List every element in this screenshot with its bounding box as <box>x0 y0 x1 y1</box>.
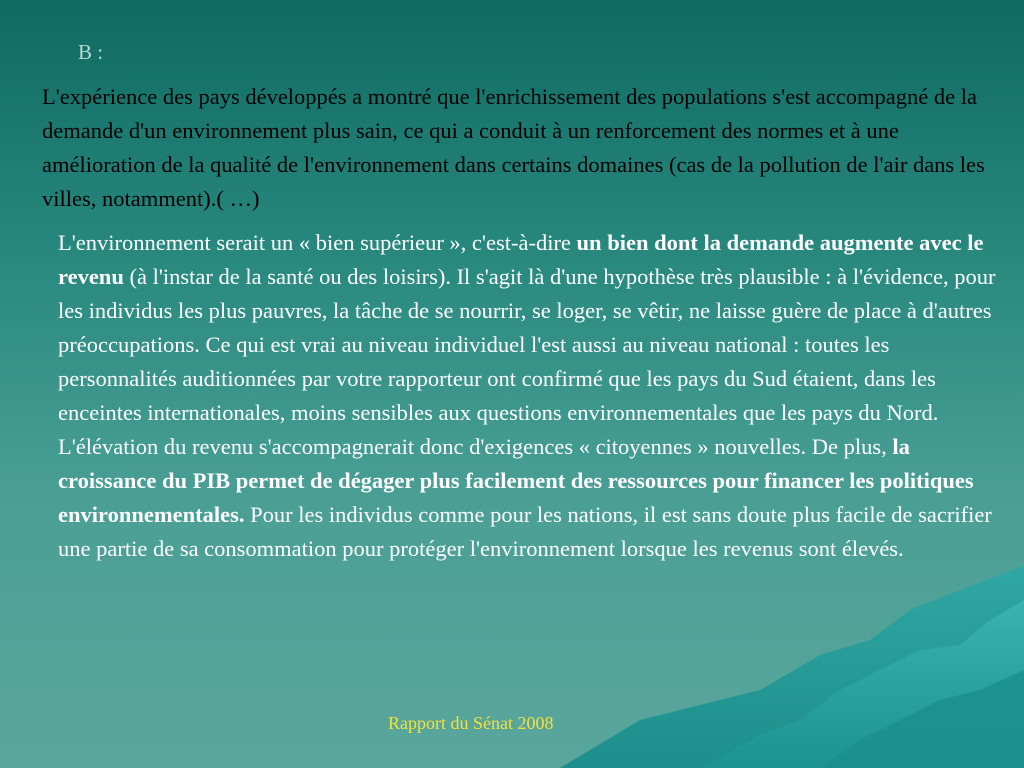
paragraph1-text-b: (à l'instar de la santé ou des loisirs). Il s'agit là d'une hypothèse très plausible : à l'évidence, pour les individus les plus pauvres, la tâche de se nourrir, se loger, se vêtir, ne laisse guère de place à d'autres préoccupations. Ce qui est vrai au niveau individuel l'est aussi au niveau national : toutes les personnalités auditionnées par votre rapporteur ont confirmé que les pays du Sud étaient, dans les enceintes internationales, moins sensibles aux questions environnementales que les pays du Nord. <box>58 264 996 425</box>
paragraph1-emphasis: un bien dont la demande augmente avec le revenu <box>58 230 984 289</box>
paragraph2-text-b: Pour les individus comme pour les nations, il est sans doute plus facile de sacrifier une partie de sa consommation pour protéger l'environnement lorsque les revenus sont élevés. <box>58 502 992 561</box>
slide-heading: B : <box>78 40 104 64</box>
intro-paragraph: L'expérience des pays développés a montré que l'enrichissement des populations s'est accompagné de la demande d'un environnement plus sain, ce qui a conduit à un renforcement des normes et à une amélioration de la qualité de l'environnement dans certains domaines (cas de la pollution de l'air dans les villes, notamment).( …) <box>42 84 985 211</box>
paragraph-superior-good <box>58 226 1003 430</box>
paragraph2-text-a: L'élévation du revenu s'accompagnerait donc d'exigences « citoyennes » nouvelles. De plus, <box>58 434 893 459</box>
source-citation: Rapport du Sénat 2008 <box>388 713 554 733</box>
paragraph2-emphasis: la croissance du PIB permet de dégager plus facilement des ressources pour financer les politiques environnementales. <box>58 434 974 527</box>
quote-body <box>58 226 1003 566</box>
paragraph-income-growth <box>58 430 1003 566</box>
paragraph1-text-a: L'environnement serait un « bien supérieur », c'est-à-dire <box>58 230 577 255</box>
